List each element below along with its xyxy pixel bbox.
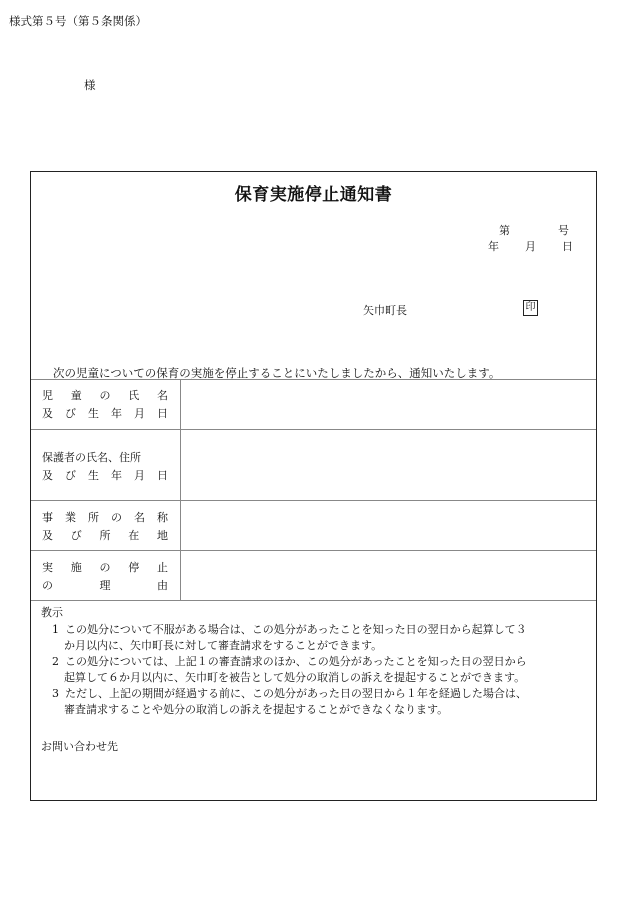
row-label-facility [42, 509, 168, 545]
label-line: 児 童 の 氏 名 [42, 389, 168, 402]
date-year: 年 [488, 240, 499, 253]
row-label-guardian [42, 449, 168, 485]
label-line: 実 施 の 停 止 [42, 561, 168, 574]
label-line: 及 び 所 在 地 [42, 529, 168, 542]
contact-label: お問い合わせ先 [41, 740, 118, 753]
date-line [488, 238, 573, 254]
document-title: 保育実施停止通知書 [234, 185, 393, 205]
instruction-item: 1 この処分について不服がある場合は、この処分があったことを知った日の翌日から起算して３ か月以内に、矢巾町長に対して審査請求をすることができます。 [52, 623, 527, 652]
row-label-child [42, 387, 168, 423]
label-line: 事 業 所 の 名 称 [42, 511, 168, 524]
label-line: 及 び 生 年 月 日 [42, 469, 168, 482]
number-prefix: 第 [499, 224, 510, 237]
intro-text: 次の児童についての保育の実施を停止することにいたしましたから、通知いたします。 [53, 366, 501, 380]
number-line [499, 222, 569, 238]
table-rule [31, 600, 596, 601]
guardian-info-value[interactable] [181, 430, 596, 500]
label-line: の 理 由 [42, 579, 168, 592]
instructions-heading: 教示 [41, 606, 63, 619]
child-name-value[interactable] [181, 380, 596, 429]
date-month: 月 [525, 240, 536, 253]
notice-frame [30, 171, 597, 801]
addressee-suffix: 様 [84, 78, 96, 92]
date-day: 日 [562, 240, 573, 253]
instruction-item: 2 この処分については、上記１の審査請求のほか、この処分があったことを知った日の翌日から 起算して６か月以内に、矢巾町を被告として処分の取消しの訴えを提起することができます。 [52, 655, 527, 684]
issuer-name: 矢巾町長 [363, 304, 407, 317]
facility-info-value[interactable] [181, 501, 596, 550]
label-line: 保護者の氏名、住所 [42, 451, 141, 464]
seal-mark: 印 [523, 300, 538, 316]
label-line: 及 び 生 年 月 日 [42, 407, 168, 420]
stop-reason-value[interactable] [181, 551, 596, 600]
instruction-item: 3 ただし、上記の期間が経過する前に、この処分があった日の翌日から１年を経過した場合は、 審査請求することや処分の取消しの訴えを提起することができなくなります。 [52, 687, 527, 716]
row-label-reason [42, 559, 168, 595]
form-number: 様式第５号（第５条関係） [9, 14, 147, 28]
number-suffix: 号 [558, 224, 569, 237]
